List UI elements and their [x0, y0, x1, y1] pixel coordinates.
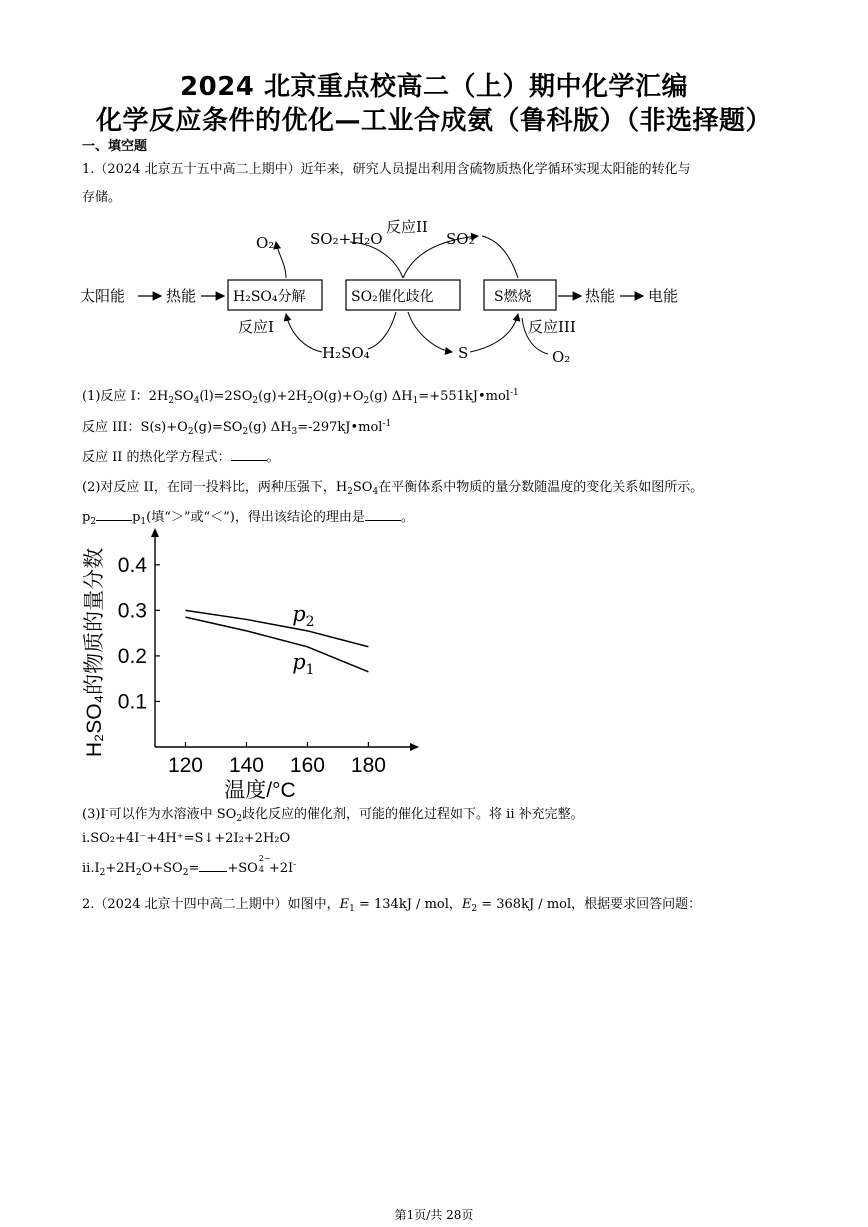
- y-axis-arrow: [151, 528, 159, 537]
- y-tick-label: 0.1: [117, 690, 147, 714]
- x-tick-label: 140: [228, 754, 264, 777]
- box1-label: H₂SO₄分解: [233, 289, 306, 305]
- q1-part1-reaction3: 反应 III：$S(s)+O_2(g)=SO_2(g)$ $\Delta H_3=-297kJ•mol^{-1}$: [82, 419, 392, 437]
- label-h2so4-bottom: H₂SO₄: [322, 344, 370, 362]
- label-so2-top: SO₂: [446, 230, 475, 248]
- answer-blank-reaction2: [231, 449, 267, 461]
- label-o2-bottom: O₂: [552, 348, 571, 366]
- document-title-line2: 化学反应条件的优化—工业合成氨（鲁科版）（非选择题）: [95, 106, 772, 136]
- label-solar: 太阳能: [80, 287, 126, 305]
- label-heat-right: 热能: [585, 287, 616, 305]
- arc-box2-to-h2so4: [368, 312, 396, 349]
- q1-part1-reaction1: (1)反应 I：$2H_2SO_4(l)=2SO_2(g)+2H_2O(g)+O_2(g)$ $\Delta H_1=+551kJ•mol^{-1}$: [82, 388, 519, 406]
- q1-part1-question: 反应 II 的热化学方程式： 。: [82, 450, 280, 465]
- label-o2-top: O₂: [256, 234, 275, 252]
- label-reaction1: 反应I: [238, 318, 274, 336]
- h2so4-fraction-chart: [82, 527, 422, 802]
- y-tick-label: 0.2: [117, 644, 147, 668]
- q1-intro-line2: 存储。: [82, 190, 122, 205]
- x-tick-label: 180: [350, 754, 386, 777]
- y-axis-label: H₂SO₄的物质的量分数: [83, 547, 106, 758]
- q1-step-i: i.SO₂+4I⁻+4H⁺=S↓+2I₂+2H₂O: [82, 831, 291, 846]
- label-electric: 电能: [648, 287, 679, 305]
- x-tick-label: 120: [167, 754, 204, 777]
- series-line-p2: [185, 610, 368, 646]
- box3-label: S燃烧: [494, 289, 532, 305]
- document-title-line1: 2024 北京重点校高二（上）期中化学汇编: [180, 72, 688, 102]
- q2-text: 2.（2024 北京十四中高二上期中）如图中，$E_1 = 134kJ$ / mol，$E_2 = 368kJ$ / mol，根据要求回答问题：: [82, 897, 702, 914]
- answer-blank-step-ii: [199, 860, 227, 872]
- label-reaction2: 反应II: [386, 218, 428, 236]
- series-label-p2: $p_2$: [292, 601, 315, 630]
- page-footer: 第1页/共 28页: [394, 1208, 474, 1222]
- arrow-box1-o2: [276, 242, 286, 278]
- label-so2-h2o: SO₂+H₂O: [310, 230, 383, 248]
- label-heat-left: 热能: [166, 287, 197, 305]
- label-reaction3: 反应III: [528, 318, 576, 336]
- answer-blank-reason: [365, 509, 401, 521]
- arc-s-to-box3: [470, 314, 518, 352]
- arc-box3-to-so2: [482, 236, 518, 278]
- section-heading: 一、填空题: [82, 139, 148, 154]
- sulfur-cycle-diagram: [78, 214, 698, 374]
- arc-h2so4-to-box1: [286, 314, 322, 352]
- q1-intro-line1: 1.（2024 北京五十五中高二上期中）近年来，研究人员提出利用含硫物质热化学循环实现太阳能的转化与: [82, 162, 691, 177]
- q1-part2-text: (2)对反应 II，在同一投料比，两种压强下，$H_2SO_4$在平衡体系中物质的量分数随温度的变化关系如图所示。: [82, 480, 704, 497]
- series-label-p1: $p_1$: [292, 649, 315, 678]
- q1-part2-question: $p_2$ $p_1$(填“＞”或“＜”)，得出该结论的理由是 。: [82, 510, 414, 527]
- box2-label: SO₂催化歧化: [351, 289, 434, 305]
- answer-blank-compare: [96, 509, 132, 521]
- q1-step-ii: $ii.I_2+2H_2O+SO_2= +SO$ 2− 4 +2I-: [82, 854, 297, 878]
- label-s-bottom: S: [458, 344, 469, 362]
- y-tick-label: 0.3: [117, 599, 147, 623]
- x-axis-arrow: [410, 743, 419, 751]
- x-tick-label: 160: [289, 754, 325, 777]
- y-tick-label: 0.4: [117, 553, 147, 577]
- x-axis-label: 温度/°C: [224, 779, 296, 802]
- q1-part3-text: (3)I-可以作为水溶液中 $SO_2$歧化反应的催化剂，可能的催化过程如下。将 ii 补充完整。: [82, 806, 584, 824]
- arc-box2-to-s: [408, 312, 452, 352]
